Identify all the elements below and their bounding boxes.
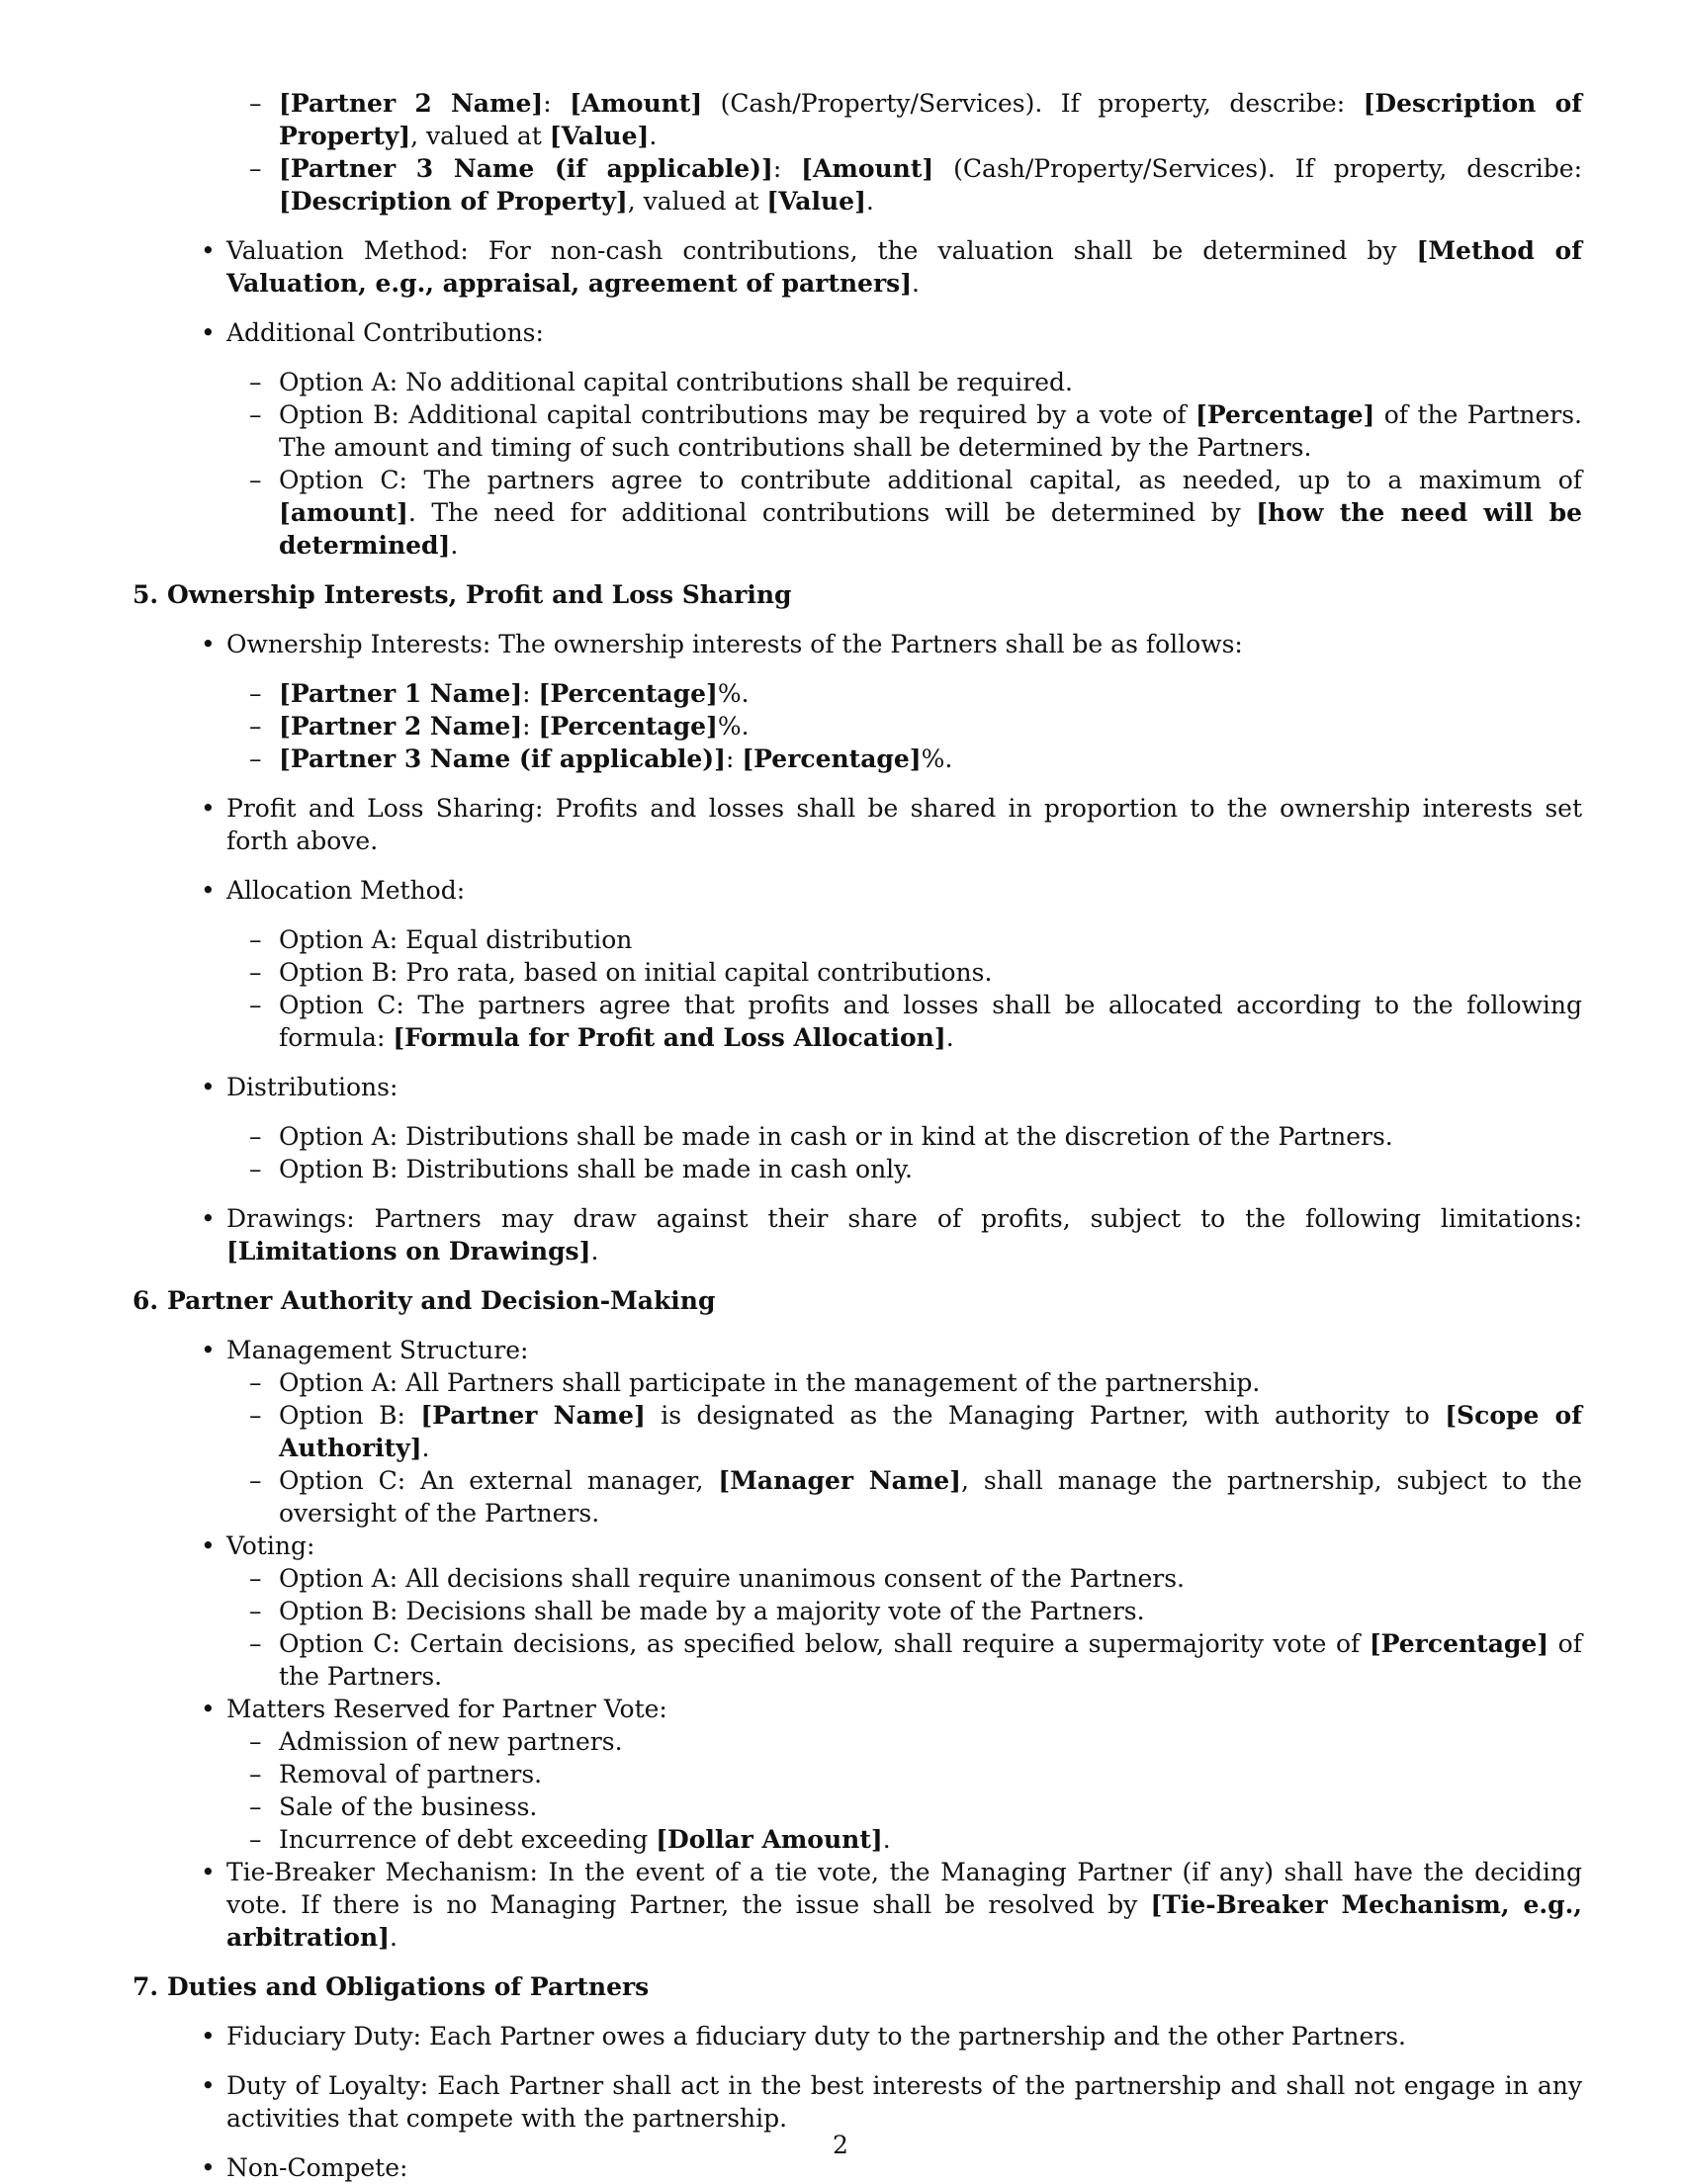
drawings: • Drawings: Partners may draw against their share of profits, subject to the following limitations: [Limitations on Drawings].	[201, 1204, 1582, 1266]
duty-of-loyalty: • Duty of Loyalty: Each Partner shall act in the best interests of the partnership and shall not engage in any activities that compete with the partnership.	[201, 2071, 1582, 2133]
tie-breaker-mechanism: • Tie-Breaker Mechanism: In the event of a tie vote, the Managing Partner (if any) shall have the deciding vote. If there is no Managing Partner, the issue shall be resolved by [Tie-Breaker Mechanism, e.g., arbitration].	[201, 1858, 1582, 1952]
section-title: Duties and Obligations of Partners	[167, 1972, 650, 2001]
placeholder-allocation-formula: [Formula for Profit and Loss Allocation]	[393, 1023, 946, 1052]
dash-marker: –	[249, 1401, 262, 1430]
bullet-marker: •	[201, 630, 216, 658]
bullet-marker: •	[201, 1073, 216, 1101]
section-number: 5.	[133, 580, 159, 609]
allocation-option-c: – Option C: The partners agree that profits and losses shall be allocated according to the following formula: [Formula for Profit and Loss Allocation].	[249, 991, 1582, 1052]
bullet-marker: •	[201, 318, 216, 347]
matters-item-debt: – Incurrence of debt exceeding [Dollar Amount].	[249, 1825, 891, 1854]
voting-option-a: – Option A: All decisions shall require unanimous consent of the Partners.	[249, 1564, 1185, 1593]
dash-marker: –	[249, 1792, 262, 1821]
bullet-marker: •	[201, 2153, 216, 2182]
placeholder-dollar-amount: [Dollar Amount]	[656, 1825, 883, 1854]
voting-option-c: – Option C: Certain decisions, as specified below, shall require a supermajority vote of [Percentage] of the Partners.	[249, 1629, 1582, 1691]
dash-marker: –	[249, 1155, 262, 1183]
section-6-heading	[133, 1284, 1582, 1317]
contribution-partner-3: – [Partner 3 Name (if applicable)]: [Amount] (Cash/Property/Services). If property, describe: [Description of Property], valued at [Value].	[249, 154, 1582, 216]
bullet-marker: •	[201, 794, 216, 823]
placeholder-valuation-method: [Method of Valuation, e.g., appraisal, agreement of partners]	[226, 236, 1582, 298]
dash-marker: –	[249, 1122, 262, 1151]
placeholder-amount: [Amount]	[570, 89, 703, 118]
matters-reserved-label: • Matters Reserved for Partner Vote:	[201, 1695, 667, 1723]
valuation-method: • Valuation Method: For non-cash contributions, the valuation shall be determined by [Method of Valuation, e.g., appraisal, agreement of partners].	[201, 236, 1582, 298]
dash-marker: –	[249, 466, 262, 494]
dash-marker: –	[249, 1760, 262, 1789]
dash-marker: –	[249, 154, 262, 183]
bullet-marker: •	[201, 1336, 216, 1364]
profit-loss-sharing: • Profit and Loss Sharing: Profits and losses shall be shared in proportion to the ownership interests set forth above.	[201, 794, 1582, 855]
section-title: Partner Authority and Decision-Making	[167, 1286, 716, 1315]
placeholder-value: [Value]	[549, 122, 650, 150]
placeholder-partner-2-name: [Partner 2 Name]	[279, 89, 544, 118]
placeholder-need-determination: [how the need will be determined]	[279, 498, 1582, 560]
placeholder-partner-name: [Partner Name]	[420, 1401, 646, 1430]
management-option-c: – Option C: An external manager, [Manager Name], shall manage the partnership, subject to the oversight of the Partners.	[249, 1466, 1583, 1528]
section-number: 6.	[133, 1286, 159, 1315]
fiduciary-duty: • Fiduciary Duty: Each Partner owes a fiduciary duty to the partnership and the other Partners.	[201, 2022, 1406, 2051]
bullet-marker: •	[201, 1531, 216, 1560]
allocation-option-a: – Option A: Equal distribution	[249, 925, 633, 954]
distributions-label: • Distributions:	[201, 1073, 398, 1101]
placeholder-percentage: [Percentage]	[1195, 400, 1375, 429]
placeholder-scope-of-authority: [Scope of Authority]	[279, 1401, 1582, 1462]
dash-marker: –	[249, 1564, 262, 1593]
management-structure-label: • Management Structure:	[201, 1336, 529, 1364]
section-7-heading	[133, 1970, 1582, 2003]
placeholder-drawing-limitations: [Limitations on Drawings]	[226, 1237, 591, 1266]
additional-option-b: – Option B: Additional capital contributions may be required by a vote of [Percentage] of the Partners. The amount and timing of such contributions shall be determined by the Partners.	[249, 400, 1583, 462]
placeholder-property-description: [Description of Property]	[279, 89, 1582, 150]
bullet-marker: •	[201, 1695, 216, 1723]
bullet-marker: •	[201, 236, 216, 265]
bullet-marker: •	[201, 876, 216, 905]
dash-marker: –	[249, 991, 262, 1019]
dash-marker: –	[249, 1825, 262, 1854]
distributions-option-b: – Option B: Distributions shall be made in cash only.	[249, 1155, 913, 1183]
distributions-option-a: – Option A: Distributions shall be made in cash or in kind at the discretion of the Partners.	[249, 1122, 1393, 1151]
ownership-interests-label: • Ownership Interests: The ownership interests of the Partners shall be as follows:	[201, 630, 1243, 658]
dash-marker: –	[249, 958, 262, 987]
placeholder-property-description: [Description of Property]	[279, 187, 628, 216]
dash-marker: –	[249, 1629, 262, 1658]
dash-marker: –	[249, 1466, 262, 1495]
ownership-partner-3: – [Partner 3 Name (if applicable)]: [Percentage]%.	[249, 744, 953, 773]
additional-option-a: – Option A: No additional capital contributions shall be required.	[249, 368, 1073, 396]
management-option-a: – Option A: All Partners shall participate in the management of the partnership.	[249, 1368, 1261, 1397]
dash-marker: –	[249, 400, 262, 429]
placeholder-value: [Value]	[766, 187, 866, 216]
additional-option-c: – Option C: The partners agree to contribute additional capital, as needed, up to a maximum of [amount]. The need for additional contributions will be determined by [how the need will be determined].	[249, 466, 1582, 560]
bullet-marker: •	[201, 1204, 216, 1233]
voting-option-b: – Option B: Decisions shall be made by a majority vote of the Partners.	[249, 1597, 1145, 1625]
placeholder-tie-breaker: [Tie-Breaker Mechanism, e.g., arbitration]	[226, 1890, 1582, 1952]
ownership-partner-2: – [Partner 2 Name]: [Percentage]%.	[249, 712, 750, 741]
placeholder-amount: [amount]	[279, 498, 408, 527]
dash-marker: –	[249, 1597, 262, 1625]
dash-marker: –	[249, 679, 262, 708]
dash-marker: –	[249, 89, 262, 118]
section-title: Ownership Interests, Profit and Loss Sharing	[167, 580, 792, 609]
matters-item: – Admission of new partners.	[249, 1727, 623, 1756]
document-page	[0, 87, 1681, 2184]
bullet-marker: •	[201, 1858, 216, 1886]
ownership-partner-1: – [Partner 1 Name]: [Percentage]%.	[249, 679, 750, 708]
bullet-marker: •	[201, 2071, 216, 2100]
bullet-marker: •	[201, 2022, 216, 2051]
voting-label: • Voting:	[201, 1531, 315, 1560]
management-option-b: – Option B: [Partner Name] is designated as the Managing Partner, with authority to [Scope of Authority].	[249, 1401, 1582, 1462]
placeholder-manager-name: [Manager Name]	[718, 1466, 962, 1495]
placeholder-percentage: [Percentage]	[1369, 1629, 1549, 1658]
dash-marker: –	[249, 925, 262, 954]
matters-item: – Sale of the business.	[249, 1792, 538, 1821]
page-number: 2	[833, 2131, 848, 2159]
section-5-heading	[133, 578, 1582, 611]
dash-marker: –	[249, 1727, 262, 1756]
allocation-option-b: – Option B: Pro rata, based on initial capital contributions.	[249, 958, 993, 987]
additional-contributions-label: • Additional Contributions:	[201, 318, 544, 347]
placeholder-amount: [Amount]	[801, 154, 934, 183]
allocation-method-label: • Allocation Method:	[201, 876, 466, 905]
matters-item: – Removal of partners.	[249, 1760, 543, 1789]
section-number: 7.	[133, 1972, 159, 2001]
non-compete: • Non-Compete:	[201, 2153, 408, 2182]
dash-marker: –	[249, 744, 262, 773]
dash-marker: –	[249, 712, 262, 741]
contribution-partner-2: – [Partner 2 Name]: [Amount] (Cash/Property/Services). If property, describe: [Description of Property], valued at [Value].	[249, 89, 1582, 150]
dash-marker: –	[249, 368, 262, 396]
dash-marker: –	[249, 1368, 262, 1397]
placeholder-partner-3-name: [Partner 3 Name (if applicable)]	[279, 154, 773, 183]
